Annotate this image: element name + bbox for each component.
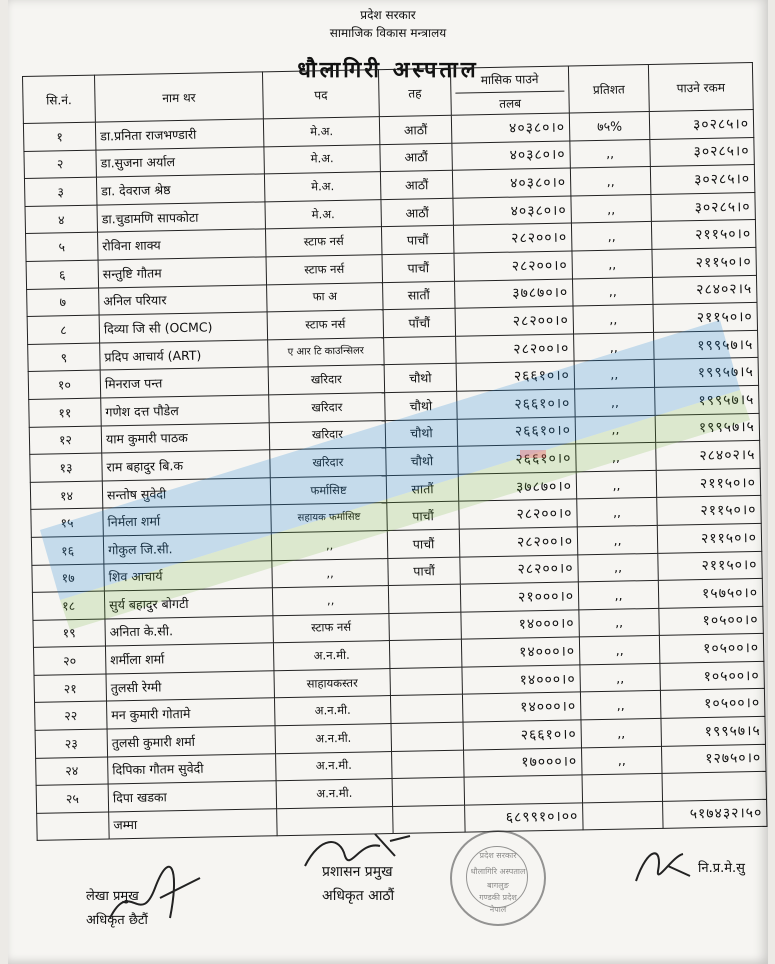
- row-amount: ३०२८५।०: [650, 137, 755, 167]
- row-percent: ,,: [573, 305, 654, 334]
- row-salary: २८२००।०: [453, 223, 572, 253]
- row-level: आठौं: [380, 143, 453, 172]
- row-salary: १७०००।०: [464, 748, 583, 778]
- row-level: [392, 777, 465, 806]
- row-sn: २: [24, 150, 97, 179]
- row-sn: १९: [33, 619, 106, 648]
- row-level: [390, 667, 463, 696]
- row-sn: १७: [32, 564, 105, 593]
- superintendent-title: नि.प्र.मे.सु: [698, 861, 745, 876]
- row-sn: २५: [36, 784, 109, 813]
- header-sn: सि.नं.: [23, 75, 96, 123]
- row-percent: ,,: [570, 139, 651, 168]
- row-salary: २१०००।०: [460, 582, 579, 612]
- row-name: सन्तुष्टि गौतम: [98, 257, 266, 288]
- row-name: निर्मला शर्मा: [103, 505, 271, 536]
- row-amount: १०५००।०: [659, 634, 764, 664]
- row-amount: १०५००।०: [660, 661, 765, 691]
- accounts-chief-title: लेखा प्रमुख: [86, 889, 139, 904]
- row-sn: २४: [36, 757, 109, 786]
- row-level: [390, 695, 463, 724]
- row-percent: ,,: [579, 636, 660, 665]
- row-percent: ,,: [571, 194, 652, 223]
- row-post: ,,: [271, 530, 388, 560]
- row-amount: २११५०।०: [658, 551, 763, 581]
- row-percent: ,,: [577, 498, 658, 527]
- salary-table: [22, 62, 768, 841]
- row-salary: २६६१०।०: [458, 444, 577, 474]
- row-post: सहायक फर्मासिष्ट: [271, 503, 388, 533]
- row-sn: २०: [33, 646, 106, 675]
- row-name: गणेश दत्त पौडेल: [101, 395, 269, 426]
- row-percent: ,,: [576, 470, 657, 499]
- row-amount: १९९५७।५: [654, 358, 759, 388]
- row-name: दिपिका गौतम सुवेदी: [108, 753, 276, 784]
- total-sn: [37, 812, 110, 840]
- row-name: डा.प्रनिता राजभण्डारी: [95, 119, 263, 150]
- row-percent: ,,: [575, 415, 656, 444]
- row-percent: ,,: [578, 553, 659, 582]
- row-salary: २८२००।०: [460, 554, 579, 584]
- row-name: मन कुमारी गोतामे: [107, 698, 275, 729]
- row-sn: १३: [30, 453, 103, 482]
- row-amount: ३०२८५।०: [650, 165, 755, 195]
- row-salary: ३७८७०।०: [458, 472, 577, 502]
- row-salary: ४०३८०।०: [452, 141, 571, 171]
- header-percent: प्रतिशत: [568, 64, 649, 113]
- row-percent: ,,: [571, 222, 652, 251]
- header-name: नाम थर: [94, 72, 263, 122]
- row-salary: २८२००।०: [459, 527, 578, 557]
- row-percent: ,,: [580, 663, 661, 692]
- admin-chief-title: प्रशासन प्रमुख: [322, 864, 393, 880]
- row-salary: २६६१०।०: [457, 416, 576, 446]
- row-post: अ.न.मी.: [276, 751, 393, 781]
- row-amount: १९९५७।५: [661, 716, 766, 746]
- row-salary: ४०३८०।०: [451, 113, 570, 143]
- row-amount: २११५०।०: [657, 496, 762, 526]
- row-name: याम कुमारी पाठक: [101, 422, 269, 453]
- row-percent: ,,: [570, 167, 651, 196]
- row-name: दिपा खडका: [108, 781, 276, 812]
- row-level: चौथो: [385, 391, 458, 420]
- superintendent-signature: [628, 836, 698, 896]
- row-post: मे.अ.: [263, 117, 380, 147]
- row-amount: ३०२८५।०: [651, 192, 756, 222]
- row-post: स्टाफ नर्स: [265, 227, 382, 257]
- row-sn: २१: [34, 674, 107, 703]
- row-sn: १०: [28, 370, 101, 399]
- row-sn: १६: [31, 536, 104, 565]
- row-salary: १४०००।०: [462, 665, 581, 695]
- row-post: मे.अ.: [265, 199, 382, 229]
- row-sn: १५: [31, 508, 104, 537]
- row-level: पाचौं: [388, 557, 461, 586]
- row-salary: २८२००।०: [455, 306, 574, 336]
- row-post: ,,: [272, 558, 389, 588]
- row-sn: १८: [32, 591, 105, 620]
- row-salary: २८२००।०: [456, 334, 575, 364]
- row-level: [388, 584, 461, 613]
- row-amount: १०५००।०: [659, 606, 764, 636]
- row-salary: १४०००।०: [461, 637, 580, 667]
- row-salary: २८२००।०: [454, 251, 573, 281]
- row-name: गोकुल जि.सी.: [103, 533, 271, 564]
- row-salary: ४०३८०।०: [453, 196, 572, 226]
- row-post: अ.न.मी.: [273, 641, 390, 671]
- official-seal: [450, 830, 546, 926]
- row-level: [389, 639, 462, 668]
- row-sn: ५: [26, 232, 99, 261]
- row-post: ए आर टि काउन्सिलर: [268, 337, 385, 367]
- header-monthly: मासिक पाउने: [480, 71, 539, 87]
- row-percent: ,,: [572, 249, 653, 278]
- row-percent: ,,: [574, 332, 655, 361]
- header-salary: [450, 66, 569, 115]
- ministry-heading: सामाजिक विकास मन्त्रालय: [329, 26, 447, 40]
- row-percent: ,,: [580, 691, 661, 720]
- row-name: रोविना शाक्य: [98, 229, 266, 260]
- row-level: आठौं: [379, 115, 452, 144]
- row-amount: ३०२८५।०: [649, 109, 754, 139]
- admin-signature: [300, 826, 420, 876]
- row-amount: २८४०२।५: [652, 275, 757, 305]
- row-sn: २३: [35, 729, 108, 758]
- row-sn: ६: [26, 260, 99, 289]
- row-salary: २८२००।०: [459, 499, 578, 529]
- row-percent: ,,: [579, 608, 660, 637]
- row-amount: [662, 772, 767, 802]
- row-level: सातौं: [383, 281, 456, 310]
- row-percent: ,,: [576, 443, 657, 472]
- row-level: [389, 612, 462, 641]
- row-sn: ८: [27, 315, 100, 344]
- row-post: साहायकस्तर: [274, 668, 391, 698]
- row-sn: ९: [28, 343, 101, 372]
- accounts-officer-title: अधिकृत छैटौं: [86, 913, 148, 928]
- row-name: राम बहादुर बि.क: [102, 450, 270, 481]
- row-amount: २११५०।०: [651, 220, 756, 250]
- table-body: [23, 109, 766, 813]
- row-name: अनिल परियार: [99, 284, 267, 315]
- row-percent: ,,: [574, 360, 655, 389]
- row-level: चौथो: [386, 446, 459, 475]
- row-level: [384, 336, 457, 365]
- row-sn: १२: [29, 426, 102, 455]
- row-amount: १९९५७।५: [655, 413, 760, 443]
- row-name: प्रदिप आचार्य (ART): [100, 340, 268, 371]
- header-amount: पाउने रकम: [648, 62, 753, 111]
- row-name: दिव्या जि सी (OCMC): [99, 312, 267, 343]
- row-level: आठौं: [380, 170, 453, 199]
- row-salary: २६६१०।०: [457, 389, 576, 419]
- row-name: डा.चुडामणि सापकोटा: [97, 202, 265, 233]
- row-salary: २६६१०।०: [456, 361, 575, 391]
- seal-text-5: नेपाल: [489, 905, 507, 914]
- seal-text-4: गण्डकी प्रदेश: [479, 893, 517, 902]
- row-percent: ,,: [578, 580, 659, 609]
- row-sn: ३: [24, 177, 97, 206]
- row-amount: २११५०।०: [657, 523, 762, 553]
- total-amount: ५१७४३२।५०: [663, 799, 767, 828]
- row-post: मे.अ.: [264, 172, 381, 202]
- accounts-signature: [100, 858, 210, 938]
- row-post: अ.न.मी.: [274, 696, 391, 726]
- row-salary: १४०००।०: [461, 610, 580, 640]
- row-sn: ११: [29, 398, 102, 427]
- row-post: अ.न.मी.: [275, 724, 392, 754]
- row-level: सातौं: [386, 474, 459, 503]
- row-post: फर्मासिष्ट: [270, 475, 387, 505]
- row-level: पाचौं: [381, 226, 454, 255]
- seal-text-3: बागलुङ: [487, 881, 509, 890]
- row-salary: ४०३८०।०: [452, 168, 571, 198]
- row-sn: १: [23, 122, 96, 151]
- row-percent: ,,: [575, 387, 656, 416]
- row-level: पाचौं: [387, 529, 460, 558]
- row-percent: ,,: [581, 746, 662, 775]
- row-post: खरिदार: [269, 420, 386, 450]
- row-level: चौथो: [384, 364, 457, 393]
- row-percent: ७५%: [569, 111, 650, 140]
- row-post: खरिदार: [268, 365, 385, 395]
- row-name: सन्तोष सुवेदी: [102, 478, 270, 509]
- row-name: डा. देवराज श्रेष्ठ: [96, 174, 264, 205]
- seal-text-1: प्रदेश सरकार: [479, 851, 517, 860]
- seal-text-2: धौलागिरि अस्पताल: [470, 867, 526, 876]
- row-level: आठौं: [381, 198, 454, 227]
- row-post: मे.अ.: [264, 144, 381, 174]
- row-name: शिव आचार्य: [104, 560, 272, 591]
- row-percent: [582, 774, 663, 803]
- row-amount: २११५०।०: [656, 468, 761, 498]
- row-salary: [464, 775, 583, 805]
- row-amount: २८४०२।५: [656, 441, 761, 471]
- row-level: [391, 722, 464, 751]
- total-salary: ६८९९१०।००: [465, 803, 583, 832]
- government-heading: प्रदेश सरकार: [360, 8, 416, 22]
- row-level: पाचौं: [387, 502, 460, 531]
- row-name: सुर्य बहादुर बोगटी: [104, 588, 272, 619]
- row-post: स्टाफ नर्स: [267, 310, 384, 340]
- header-level: तह: [378, 68, 451, 116]
- row-post: अ.न.मी.: [276, 779, 393, 809]
- row-salary: १४०००।०: [462, 692, 581, 722]
- total-label: जम्मा: [109, 809, 277, 839]
- row-name: मिनराज पन्त: [100, 367, 268, 398]
- row-post: ,,: [272, 586, 389, 616]
- row-amount: १०५००।०: [660, 689, 765, 719]
- row-amount: १९९५७।५: [654, 330, 759, 360]
- admin-officer-title: अधिकृत आठौं: [322, 888, 395, 904]
- row-sn: ४: [25, 205, 98, 234]
- row-name: अनिता के.सी.: [105, 615, 273, 646]
- row-amount: २११५०।०: [652, 247, 757, 277]
- total-percent: [583, 801, 664, 830]
- row-amount: २११५०।०: [653, 303, 758, 333]
- row-post: फा अ: [267, 282, 384, 312]
- row-name: शर्मीला शर्मा: [105, 643, 273, 674]
- row-name: तुलसी रेग्मी: [106, 671, 274, 702]
- hospital-title: धौलागिरी अस्पताल: [297, 58, 479, 83]
- row-level: [392, 750, 465, 779]
- row-percent: ,,: [581, 718, 662, 747]
- row-percent: ,,: [572, 277, 653, 306]
- header-salary-sub: तलब: [455, 90, 564, 112]
- row-post: स्टाफ नर्स: [273, 613, 390, 643]
- row-post: स्टाफ नर्स: [266, 255, 383, 285]
- row-sn: ७: [27, 288, 100, 317]
- row-sn: १४: [30, 481, 103, 510]
- row-level: पाँचौं: [383, 308, 456, 337]
- row-amount: १२७५०।०: [661, 744, 766, 774]
- row-level: पाचौं: [382, 253, 455, 282]
- row-name: तुलसी कुमारी शर्मा: [107, 726, 275, 757]
- row-name: डा.सुजना अर्याल: [96, 146, 264, 177]
- row-percent: ,,: [577, 525, 658, 554]
- row-sn: २२: [35, 701, 108, 730]
- header-post: पद: [262, 70, 379, 119]
- row-level: चौथो: [385, 419, 458, 448]
- row-post: खरिदार: [270, 448, 387, 478]
- row-amount: १५७५०।०: [658, 578, 763, 608]
- row-post: खरिदार: [269, 393, 386, 423]
- row-salary: ३७८७०।०: [455, 279, 574, 309]
- row-amount: १९९५७।५: [655, 385, 760, 415]
- row-salary: २६६१०।०: [463, 720, 582, 750]
